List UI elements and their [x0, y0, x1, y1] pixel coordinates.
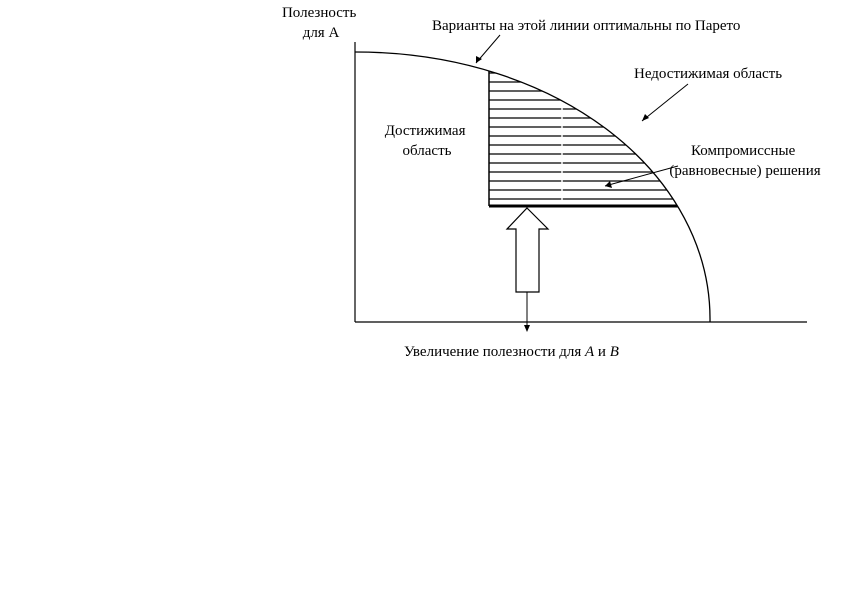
pareto-line-label: Варианты на этой линии оптимальны по Парето	[432, 18, 741, 34]
hollow-up-arrow	[507, 208, 548, 292]
unreachable-callout-arrow	[642, 84, 688, 121]
reachable-region-label: Достижимая область	[384, 123, 466, 159]
unreachable-region-label: Недостижимая область	[634, 66, 783, 82]
compromise-solutions-label: Компромиссные (равновесные) решения	[669, 143, 821, 179]
y-axis-label: Полезность для А	[281, 5, 357, 41]
unreachable-callout-arrowhead	[642, 114, 649, 121]
arrow-stem-head	[524, 325, 530, 332]
x-axis-label: Увеличение полезности для А и В	[404, 344, 619, 360]
